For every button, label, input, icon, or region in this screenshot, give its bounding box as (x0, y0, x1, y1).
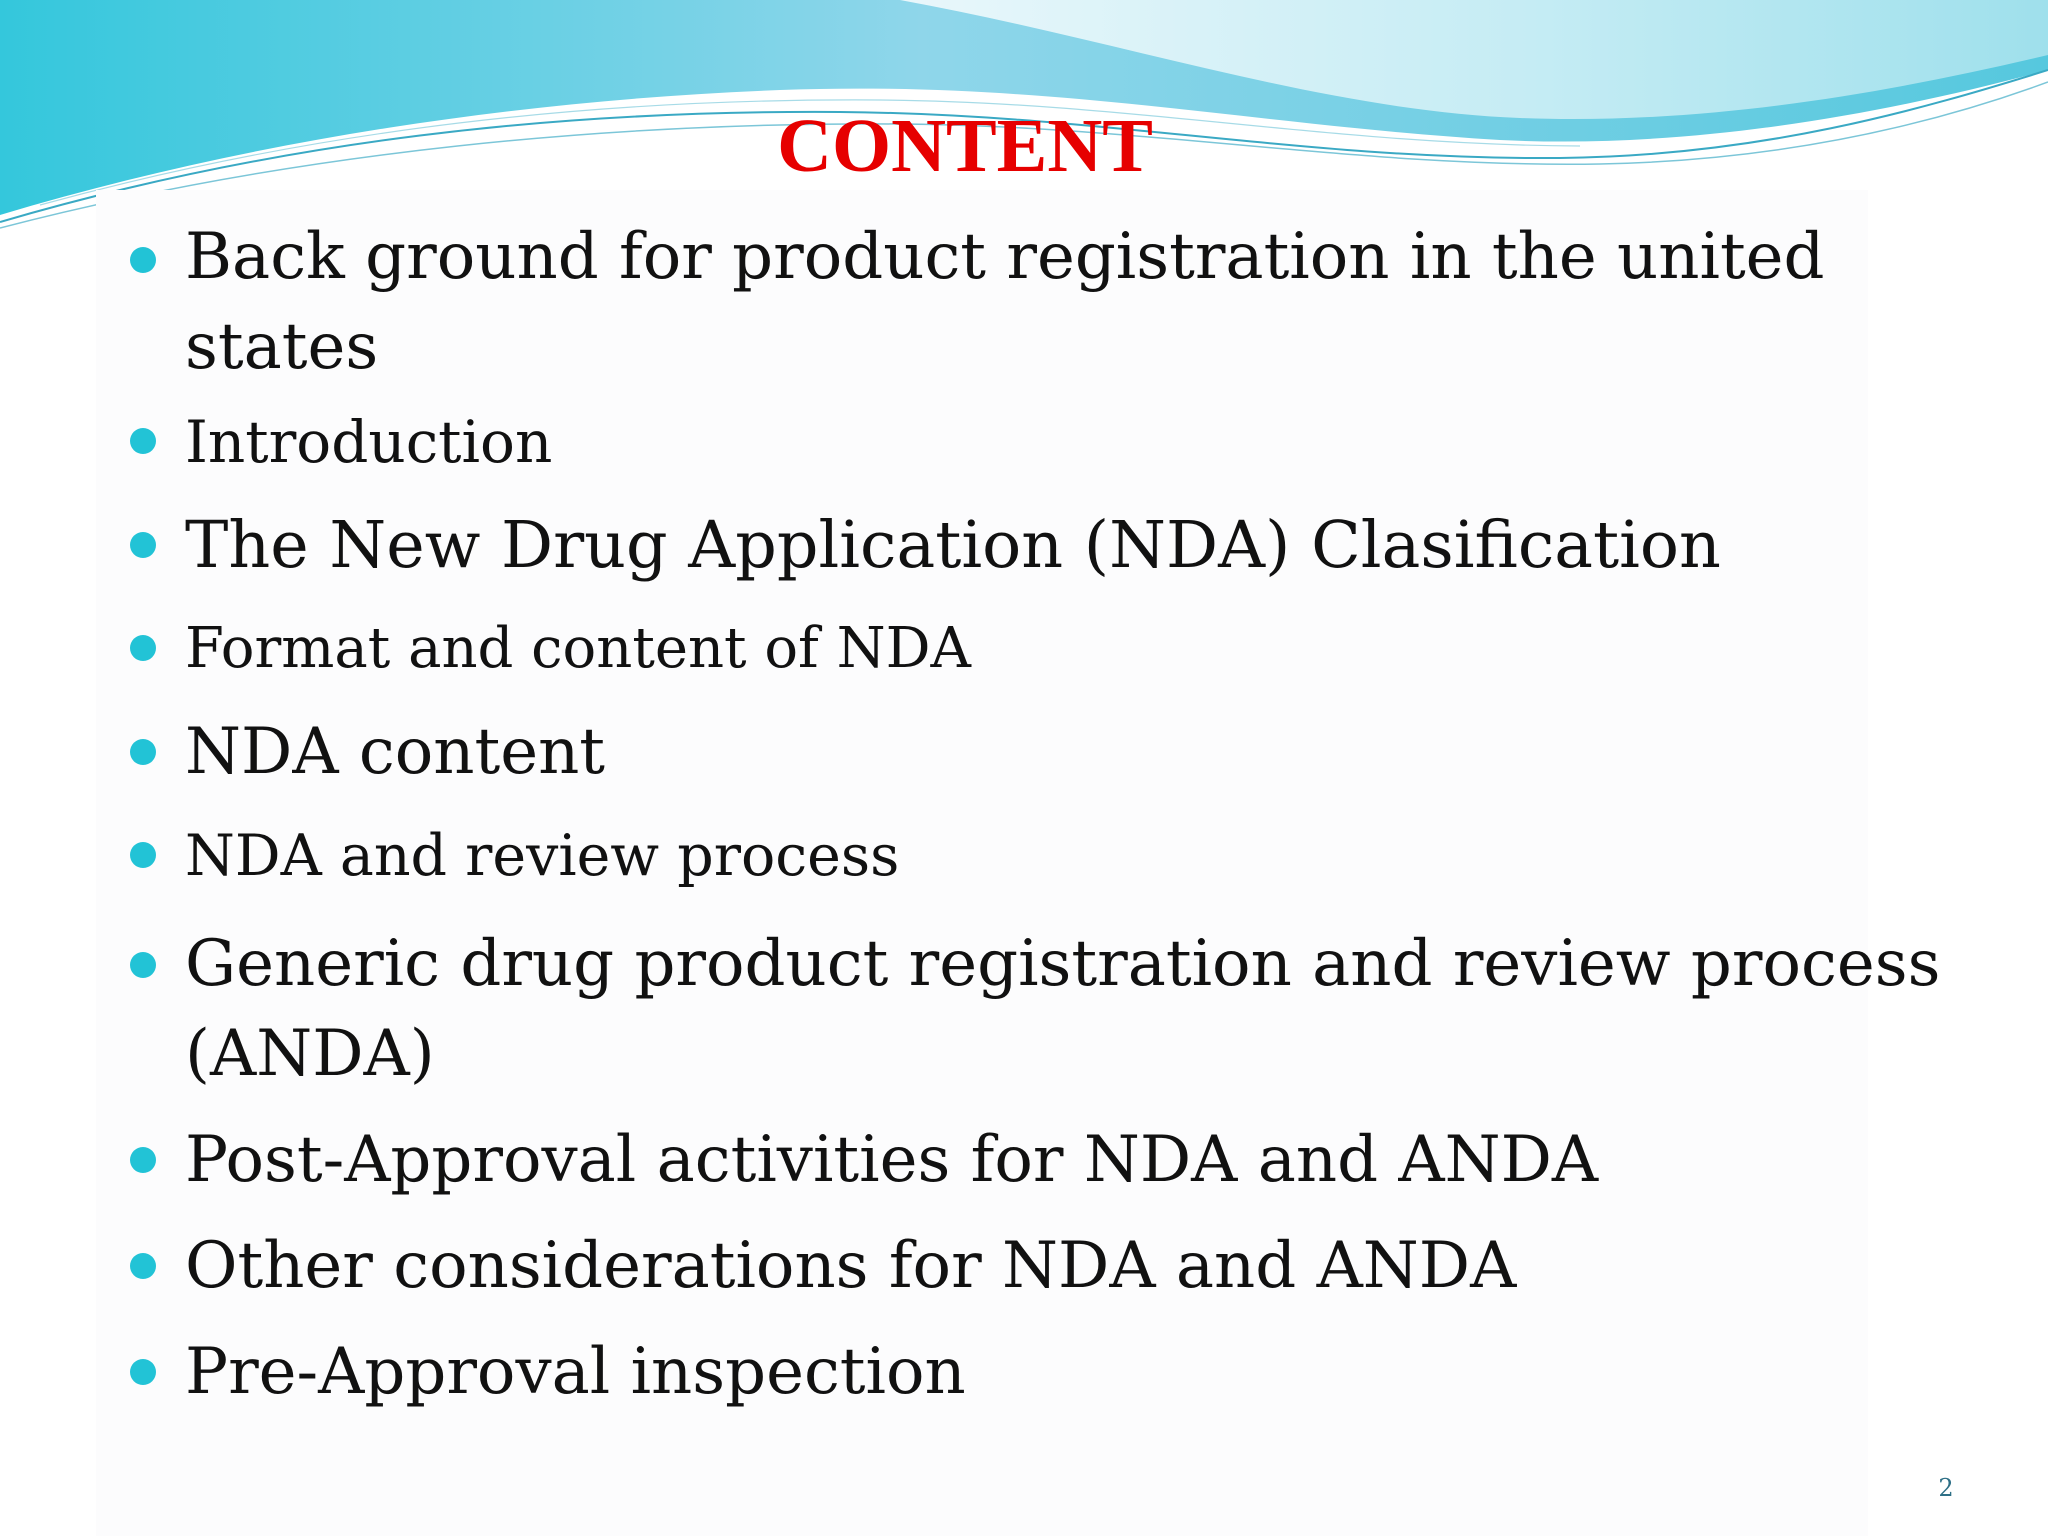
bullet-text: NDA and review process (185, 823, 900, 889)
bullet-line: Back ground for product registration in the united (185, 220, 1825, 294)
bullet-dot-icon (130, 739, 156, 765)
bullet-dot-icon (130, 952, 156, 978)
bullet-dot-icon (130, 842, 156, 868)
bullet-text: Other considerations for NDA and ANDA (185, 1229, 1517, 1303)
bullet-dot-icon (130, 635, 156, 661)
bullet-dot-icon (130, 247, 156, 273)
bullet-dot-icon (130, 1253, 156, 1279)
bullet-line: Generic drug product registration and review process (185, 927, 1941, 1001)
bullet-text: Format and content of NDA (185, 616, 971, 681)
bullet-line: (ANDA) (185, 1017, 435, 1091)
bullet-line: states (185, 310, 379, 384)
bullet-dot-icon (130, 428, 156, 454)
bullet-text: NDA content (185, 715, 605, 789)
slide-title: CONTENT (777, 104, 1153, 188)
bullet-text: Introduction (185, 408, 553, 476)
bullet-dot-icon (130, 532, 156, 558)
bullet-dot-icon (130, 1147, 156, 1173)
bullet-text: Pre-Approval inspection (185, 1335, 966, 1409)
bullet-text: The New Drug Application (NDA) Clasification (185, 508, 1721, 583)
bullet-dot-icon (130, 1359, 156, 1385)
bullet-text (185, 212, 1945, 392)
page-number: 2 (1938, 1474, 1954, 1502)
bullet-text (185, 919, 1945, 1099)
bullet-text: Post-Approval activities for NDA and ANDA (185, 1123, 1599, 1197)
